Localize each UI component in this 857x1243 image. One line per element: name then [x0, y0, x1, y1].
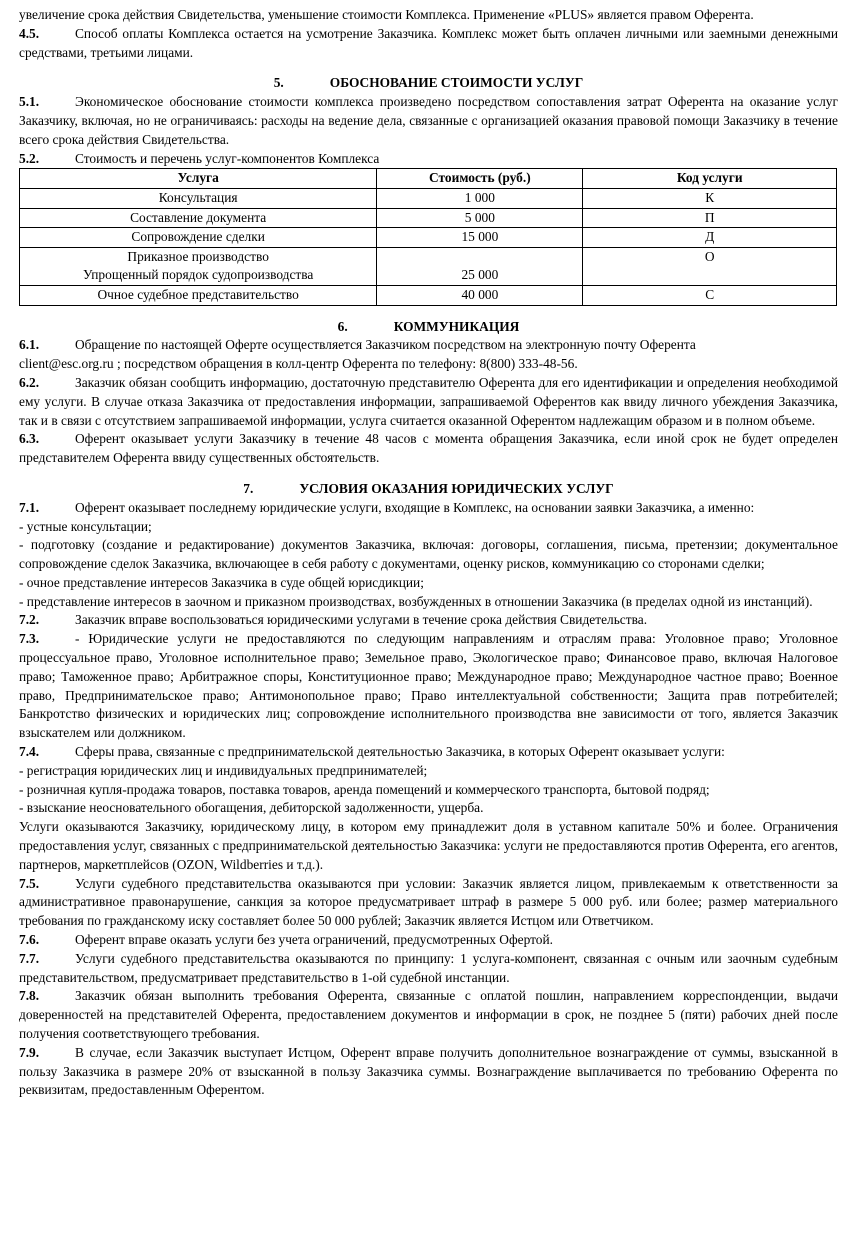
paragraph-text: Оферент оказывает последнему юридические услуги, входящие в Комплекс, на основании заявки Заказчика, а именно: — [75, 499, 755, 515]
cost-cell: 25 000 — [377, 247, 583, 285]
paragraph-number: 7.9. — [19, 1044, 40, 1060]
paragraph-number: 7.2. — [19, 612, 40, 628]
column-header-cost: Стоимость (руб.) — [377, 169, 583, 189]
column-header-service: Услуга — [20, 169, 377, 189]
email-link[interactable]: client@esc.org.ru — [19, 356, 114, 372]
list-item: - очное представление интересов Заказчика в суде общей юрисдикции; — [19, 574, 424, 590]
section-title: ОБОСНОВАНИЕ СТОИМОСТИ УСЛУГ — [329, 75, 584, 91]
intro-text: увеличение срока действия Свидетельства, уменьшение стоимости Комплекса. Применение «PLUS» является правом Оферента. — [19, 7, 754, 22]
list-item: - взыскание неосновательного обогащения, дебиторской задолженности, ущерба. — [19, 800, 484, 816]
code-cell: К — [583, 188, 837, 208]
paragraph-text: ; посредством обращения в колл-центр Оферента по телефону: 8(800) 333-48-56. — [113, 356, 578, 372]
paragraph-7-1 — [19, 499, 838, 518]
paragraph-7-3 — [19, 630, 838, 743]
paragraph-text: Стоимость и перечень услуг-компонентов Комплекса — [75, 150, 380, 166]
section-number: 5. — [273, 75, 284, 91]
column-header-code: Код услуги — [583, 169, 837, 189]
list-item: - подготовку (создание и редактирование) документов Заказчика, включая: договоры, соглашения, письма, претензии; документальное сопровождение сделок Заказчика, включающее в себя работу с документами, оценку рисков, коммуникацию со сторонами сделки; — [19, 537, 838, 572]
table-row — [20, 247, 837, 285]
cost-cell: 5 000 — [377, 208, 583, 228]
paragraph-text: Заказчик вправе воспользоваться юридическими услугами в течение срока действия Свидетельства. — [75, 612, 648, 628]
services-table — [19, 168, 837, 305]
paragraph-text: Заказчик обязан выполнить требования Оферента, связанные с оплатой пошлин, направлением корреспонденции, выдачи доверенностей на представителей Оферента, предоставлением документов и информации в срок, не позднее 5 (пяти) рабочих дней после получения соответствующего требования. — [19, 988, 838, 1042]
table-row — [20, 188, 837, 208]
paragraph-number: 7.5. — [19, 875, 40, 891]
paragraph-7-8 — [19, 987, 838, 1043]
section-number: 6. — [337, 318, 348, 334]
paragraph-7-6 — [19, 931, 838, 950]
paragraph-5-1 — [19, 93, 838, 149]
section-5-heading — [19, 74, 838, 93]
service-line: Упрощенный порядок судопроизводства — [82, 267, 314, 283]
code-cell: О — [583, 247, 837, 285]
section-number: 7. — [243, 480, 254, 496]
paragraph-number: 7.7. — [19, 950, 40, 966]
paragraph-4-5 — [19, 25, 838, 63]
section-title: УСЛОВИЯ ОКАЗАНИЯ ЮРИДИЧЕСКИХ УСЛУГ — [299, 480, 614, 496]
paragraph-number: 6.3. — [19, 431, 40, 447]
paragraph-text: В случае, если Заказчик выступает Истцом, Оферент вправе получить дополнительное вознаграждение от суммы, взысканной в пользу Заказчика в размере 20% от взысканной в пользу Заказчика суммы. Вознаграждение выплачивается по требованию Оферента по реквизитам, предоставленным Оферентом. — [19, 1044, 838, 1098]
service-cell — [20, 247, 377, 285]
paragraph-7-9 — [19, 1044, 838, 1100]
section-7-heading — [19, 480, 838, 499]
paragraph-number: 5.2. — [19, 150, 40, 166]
paragraph-number: 7.8. — [19, 988, 40, 1004]
paragraph-number: 7.6. — [19, 932, 40, 948]
table-row — [20, 285, 837, 305]
paragraph-7-4 — [19, 743, 838, 762]
list-item: - представление интересов в заочном и приказном производствах, возбужденных в отношении Заказчика (в пределах одной из инстанций). — [19, 593, 813, 609]
paragraph-text: Оферент вправе оказать услуги без учета ограничений, предусмотренных Офертой. — [75, 932, 553, 948]
list-item: - устные консультации; — [19, 518, 152, 534]
list-item: - регистрация юридических лиц и индивидуальных предпринимателей; — [19, 762, 428, 778]
paragraph-5-2 — [19, 150, 838, 169]
table-row — [20, 228, 837, 248]
service-cell: Сопровождение сделки — [20, 228, 377, 248]
cost-cell: 1 000 — [377, 188, 583, 208]
table-row — [20, 208, 837, 228]
code-cell: Д — [583, 228, 837, 248]
paragraph-6-2 — [19, 374, 838, 430]
paragraph-6-1 — [19, 336, 838, 355]
paragraph-6-1-contacts — [19, 355, 838, 374]
service-cell: Очное судебное представительство — [20, 285, 377, 305]
paragraph-text: Оферент оказывает услуги Заказчику в течение 48 часов с момента обращения Заказчика, если иной срок не будет определен представителем Оферента ввиду существенных обстоятельств. — [19, 431, 838, 466]
section-6-heading — [19, 318, 838, 337]
cost-cell: 15 000 — [377, 228, 583, 248]
code-cell: С — [583, 285, 837, 305]
list-item: - розничная купля-продажа товаров, поставка товаров, аренда помещений и коммерческого транспорта, бытовой подряд; — [19, 781, 710, 797]
service-cell: Составление документа — [20, 208, 377, 228]
service-cell: Консультация — [20, 188, 377, 208]
paragraph-number: 4.5. — [19, 25, 40, 41]
paragraph-number: 5.1. — [19, 94, 40, 110]
list-item: Услуги оказываются Заказчику, юридическому лицу, в котором ему принадлежит доля в уставном капитале 50% и более. Ограничения предоставления услуг, связанных с предпринимательской деятельностью Заказчика: услуги не предоставляются против Оферента, его агентов, партнеров, маркетплейсов (OZON, Wildberries и т.д.). — [19, 819, 838, 872]
paragraph-text: Обращение по настоящей Оферте осуществляется Заказчиком посредством на электронную почту Оферента — [75, 337, 696, 353]
paragraph-text: Сферы права, связанные с предпринимательской деятельностью Заказчика, в которых Оферент оказывает услуги: — [75, 744, 725, 760]
paragraph-text: Способ оплаты Комплекса остается на усмотрение Заказчика. Комплекс может быть оплачен личными или заемными денежными средствами, третьими лицами. — [19, 25, 838, 60]
section-title: КОММУНИКАЦИЯ — [393, 318, 520, 334]
paragraph-text: Заказчик обязан сообщить информацию, достаточную представителю Оферента для его идентификации и определения необходимой ему услуги. В случае отказа Заказчика от предоставления информации, запрашиваемой Оферентов как ввиду личного убеждения Заказчика, так и в связи с отсутствием запрашиваемой информации, услуга считается оказанной Оферентом надлежащим образом и в полном объеме. — [19, 374, 838, 428]
paragraph-text: Услуги судебного представительства оказываются по принципу: 1 услуга-компонент, связанная с очным или заочным судебным представительством, предусматривает представительство в 1-ой судебной инстанции. — [19, 950, 838, 985]
cost-cell: 40 000 — [377, 285, 583, 305]
paragraph-7-2 — [19, 611, 838, 630]
paragraph-text: Услуги судебного представительства оказываются при условии: Заказчик является лицом, привлекаемым к ответственности за административное правонарушение, санкция за которое предусматривает штраф в размере 5 000 руб. или более; размер материального требования по гражданскому иску составляет более 50 000 рублей; Заказчик является Истцом или Ответчиком. — [19, 875, 838, 929]
service-line: Приказное производство — [127, 248, 269, 264]
paragraph-number: 7.1. — [19, 499, 40, 515]
paragraph-7-5 — [19, 875, 838, 931]
paragraph-text: - Юридические услуги не предоставляются по следующим направлениям и отраслям права: Уголовное право; Уголовное процессуальное право, Уголовное исполнительное право; Земельное право, Экологическое право; Финансовое право, включая Налоговое право; Таможенное право; Арбитражное споры, Конституционное право; Международное право; Международное частное право; Военное право, Предпринимательское право; Антимонопольное право; Право интеллектуальной собственности; Защита прав потребителей; Банкротство физических и юридических лиц; сопровождение исполнительного производства вне зависимости от того, является Заказчик взыскателем или должником. — [19, 631, 838, 741]
paragraph-number: 6.2. — [19, 374, 40, 390]
code-cell: П — [583, 208, 837, 228]
paragraph-text: Экономическое обоснование стоимости комплекса произведено посредством сопоставления затрат Оферента на оказание услуг Заказчику, включая, но не ограничиваясь: расходы на ведение дела, связанные с организацией оказания правовой помощи Заказчику в течение всего срока действия Свидетельства. — [19, 94, 838, 147]
paragraph-7-7 — [19, 950, 838, 988]
paragraph-number: 7.4. — [19, 744, 40, 760]
paragraph-6-3 — [19, 430, 838, 468]
paragraph-number: 7.3. — [19, 631, 40, 647]
paragraph-number: 6.1. — [19, 337, 40, 353]
table-header-row — [20, 169, 837, 189]
